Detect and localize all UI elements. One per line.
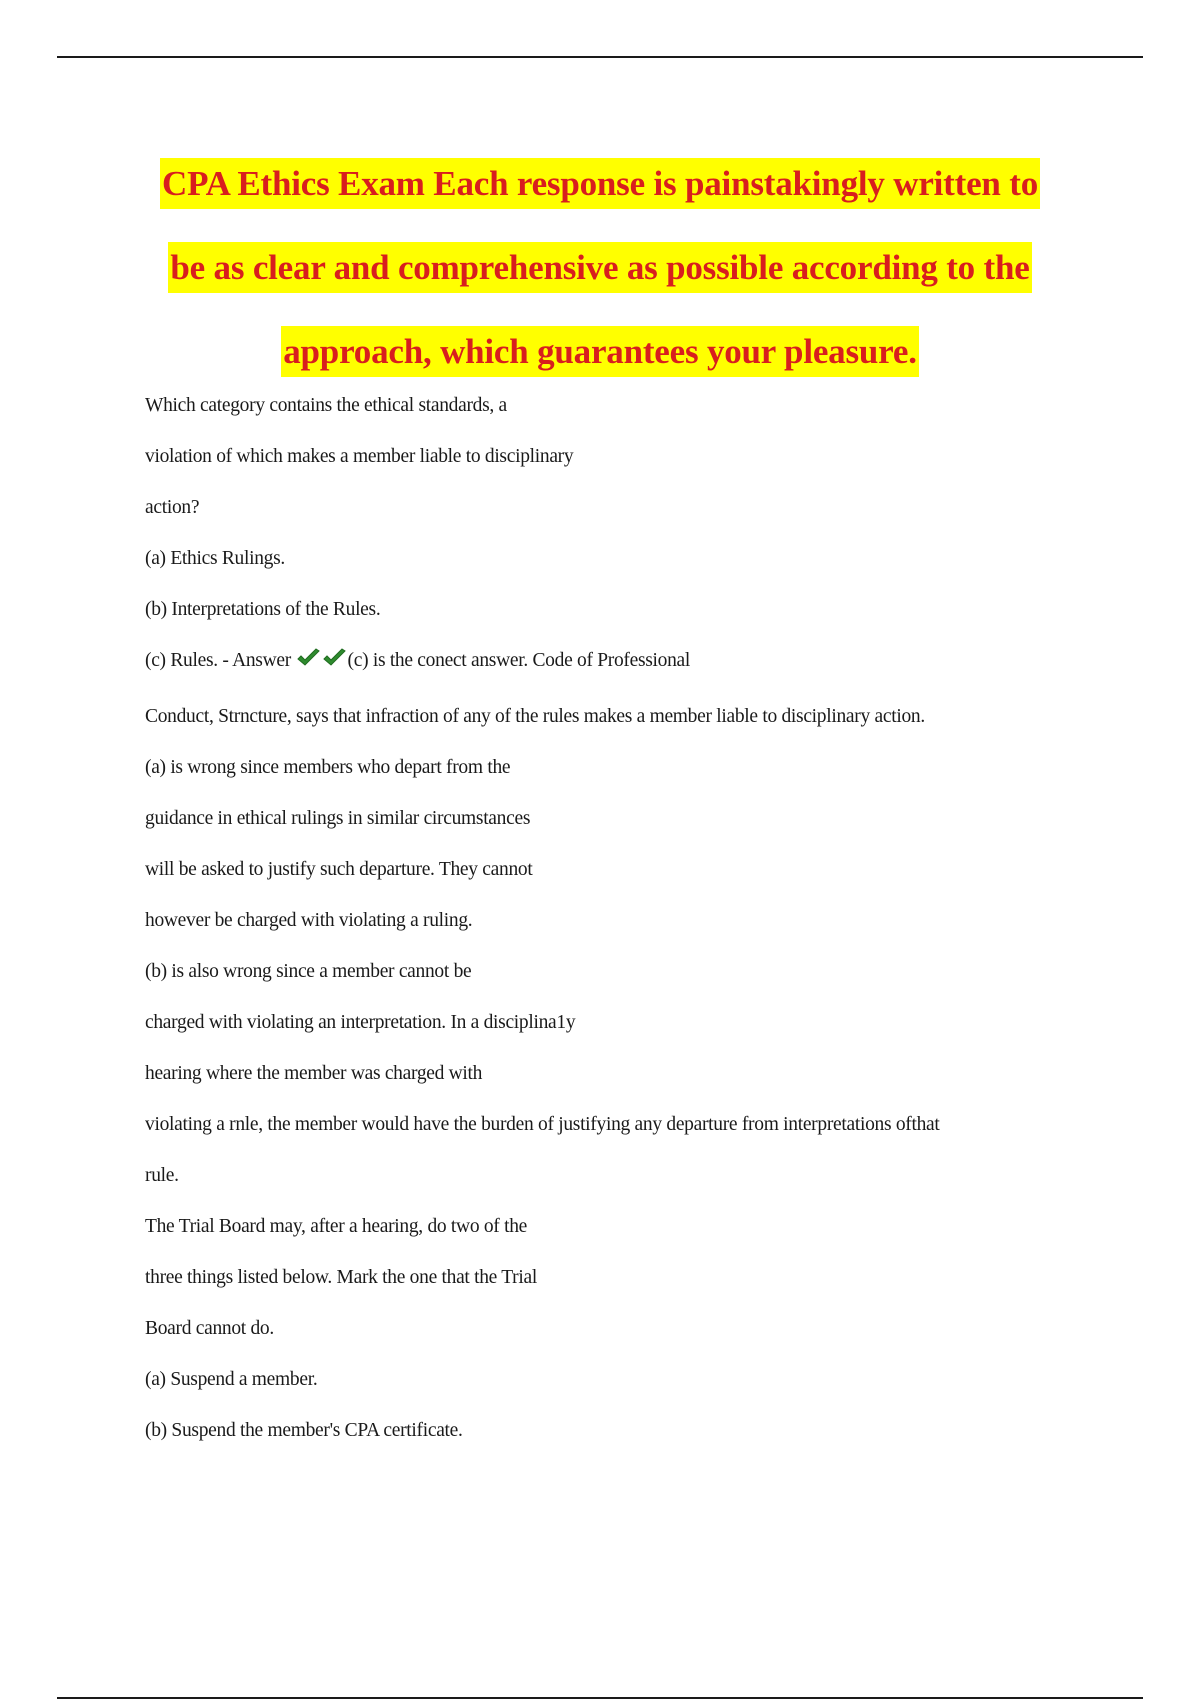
question-1-answer-line bbox=[145, 648, 1105, 704]
check-icon bbox=[296, 648, 322, 668]
title-text-1: CPA Ethics Exam Each response is painstakingly written to bbox=[160, 158, 1040, 209]
explanation-line-3: guidance in ethical rulings in similar circumstances bbox=[145, 808, 531, 829]
title-line-1 bbox=[0, 142, 1200, 226]
title-line-2 bbox=[0, 226, 1200, 310]
question-1-option-a: (a) Ethics Rulings. bbox=[145, 548, 285, 569]
answer-prefix: (c) Rules. - Answer bbox=[145, 650, 291, 671]
explanation-line-4: will be asked to justify such departure. They cannot bbox=[145, 859, 533, 880]
explanation-line-10: rule. bbox=[145, 1165, 179, 1186]
question-1-stem-line-2: violation of which makes a member liable to disciplinary bbox=[145, 446, 574, 467]
explanation-line-8: hearing where the member was charged with bbox=[145, 1063, 483, 1084]
document-body bbox=[145, 393, 1105, 1469]
question-2-stem-line-3: Board cannot do. bbox=[145, 1318, 274, 1339]
question-2-option-b: (b) Suspend the member's CPA certificate. bbox=[145, 1420, 463, 1441]
question-2-option-a: (a) Suspend a member. bbox=[145, 1369, 318, 1390]
explanation-line-2: (a) is wrong since members who depart from the bbox=[145, 757, 511, 778]
explanation-line-1: Conduct, Strncture, says that infraction of any of the rules makes a member liable to disciplinary action. bbox=[145, 706, 925, 727]
footer-rule bbox=[57, 1697, 1143, 1699]
question-1-option-b: (b) Interpretations of the Rules. bbox=[145, 599, 381, 620]
title-text-3: approach, which guarantees your pleasure. bbox=[281, 326, 919, 377]
title-text-2: be as clear and comprehensive as possible according to the bbox=[168, 242, 1031, 293]
explanation-line-6: (b) is also wrong since a member cannot be bbox=[145, 961, 472, 982]
document-title bbox=[0, 142, 1200, 394]
title-line-3 bbox=[0, 310, 1200, 394]
question-2-stem-line-2: three things listed below. Mark the one that the Trial bbox=[145, 1267, 537, 1288]
question-1-stem-line-1: Which category contains the ethical standards, a bbox=[145, 395, 507, 416]
explanation-line-7: charged with violating an interpretation. In a disciplina1y bbox=[145, 1012, 576, 1033]
question-2-stem-line-1: The Trial Board may, after a hearing, do two of the bbox=[145, 1216, 527, 1237]
explanation-line-5: however be charged with violating a ruling. bbox=[145, 910, 473, 931]
check-icon bbox=[322, 648, 348, 668]
answer-suffix: (c) is the conect answer. Code of Professional bbox=[347, 650, 691, 671]
question-1-stem-line-3: action? bbox=[145, 497, 200, 518]
header-rule bbox=[57, 56, 1143, 58]
explanation-line-9: violating a rnle, the member would have the burden of justifying any departure from interpretations ofthat bbox=[145, 1114, 940, 1135]
